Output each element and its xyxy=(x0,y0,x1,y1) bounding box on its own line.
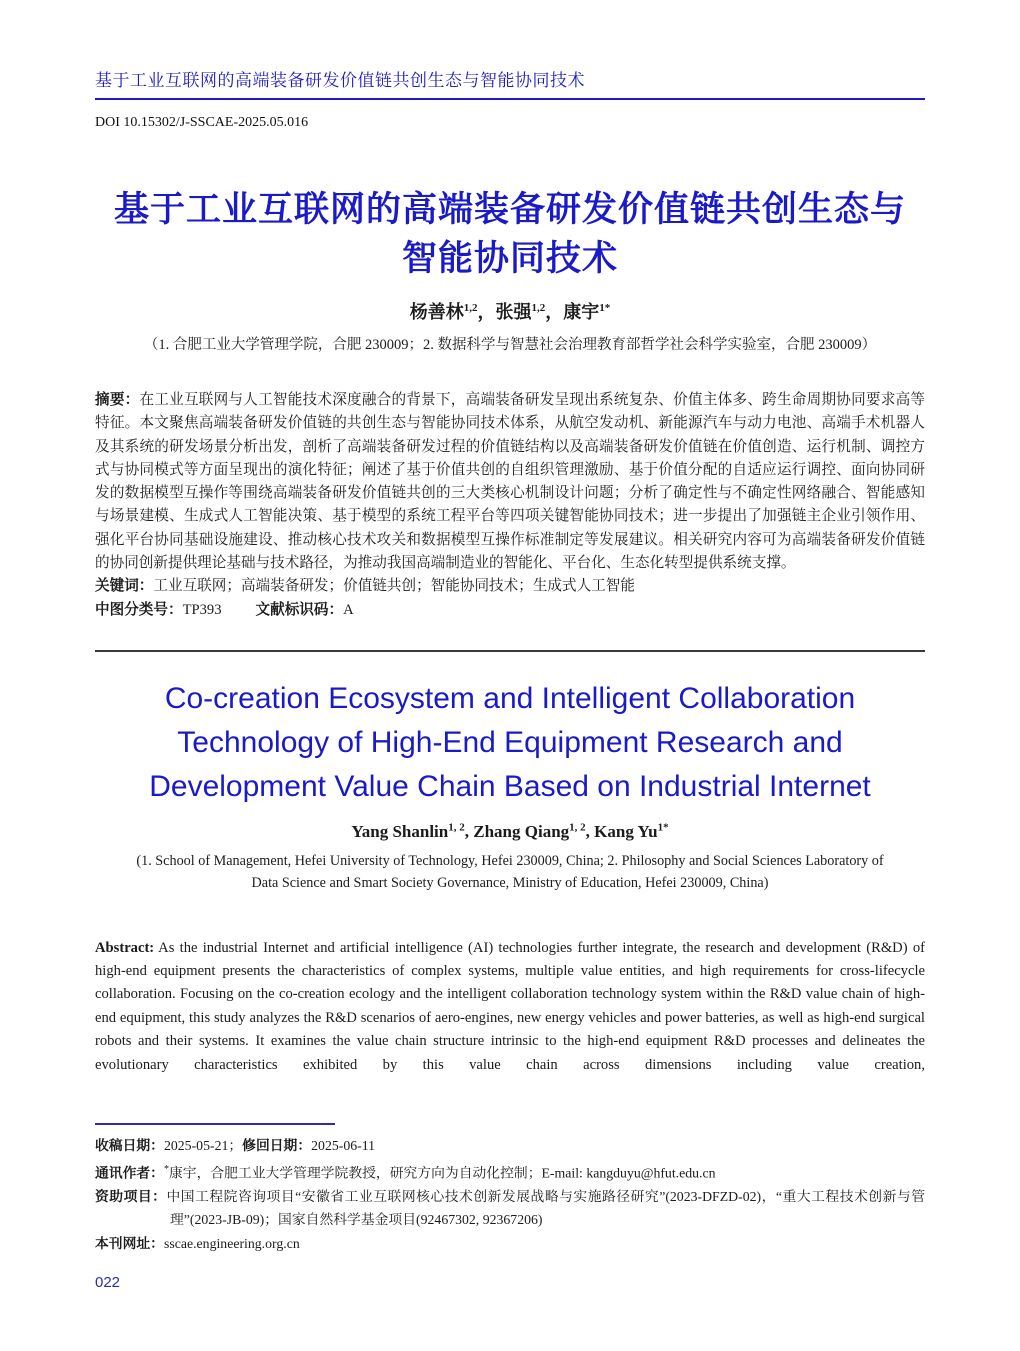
author-separator: , xyxy=(585,821,595,841)
footnote-website xyxy=(95,1232,925,1256)
author-separator: , xyxy=(464,821,474,841)
abstract-section-cn xyxy=(95,389,925,622)
corresponding-text: 康宇，合肥工业大学管理学院教授，研究方向为自动化控制；E-mail: kangduyu@hfut.edu.cn xyxy=(168,1165,716,1181)
author-affiliation-sup: 1,2 xyxy=(531,302,546,314)
author-affiliation-sup: 1, 2 xyxy=(569,820,586,833)
abstract-label-cn: 摘要： xyxy=(95,392,140,408)
en-title-line1: Co-creation Ecosystem and Intelligent Collaboration xyxy=(164,681,856,715)
abstract-cn xyxy=(95,389,925,575)
article-title-en xyxy=(95,677,925,809)
article-title-cn xyxy=(95,185,925,283)
cn-title-line1: 基于工业互联网的高端装备研发价值链共创生态与 xyxy=(113,190,906,229)
footnote-dates xyxy=(95,1134,925,1158)
author-affiliation-sup: 1, 2 xyxy=(448,820,465,833)
affiliation-en-line1: (1. School of Management, Hefei University of Technology, Hefei 230009, China; 2. Philosophy and Social Sciences Laboratory of xyxy=(136,852,884,869)
author-separator: ， xyxy=(477,302,496,322)
section-divider xyxy=(95,650,925,652)
doc-code-label: 文献标识码： xyxy=(255,601,344,618)
en-title-line3: Development Value Chain Based on Industrial Internet xyxy=(149,769,871,803)
author-separator: ， xyxy=(545,302,564,322)
abstract-en xyxy=(95,937,925,1077)
doc-code-value: A xyxy=(343,601,354,618)
footnote-corresponding xyxy=(95,1158,925,1185)
footnote-divider xyxy=(95,1123,335,1125)
affiliation-en-line2: Data Science and Smart Society Governance, Ministry of Education, Hefei 230009, China) xyxy=(251,874,769,891)
abstract-label-en: Abstract: xyxy=(95,939,155,956)
authors-en xyxy=(95,821,925,842)
affiliation-en xyxy=(95,850,925,894)
clc-label: 中图分类号： xyxy=(95,601,183,618)
footnote-funding xyxy=(95,1185,925,1232)
author-affiliation-sup: 1* xyxy=(599,302,611,314)
clc-value: TP393 xyxy=(182,601,222,618)
received-label: 收稿日期： xyxy=(95,1138,164,1154)
footnotes xyxy=(95,1123,925,1255)
cn-title-line2: 智能协同技术 xyxy=(401,239,618,278)
keywords-cn xyxy=(95,575,925,598)
received-date: 2025-05-21； xyxy=(163,1138,243,1154)
running-header xyxy=(95,66,925,100)
revised-date: 2025-06-11 xyxy=(311,1138,376,1154)
author-en: Zhang Qiang$^{1, 2}$ xyxy=(473,820,586,841)
funding-text: 中国工程院咨询项目“安徽省工业互联网核心技术创新发展战略与实施路径研究”(2023-DFZD-02)，“重大工程技术创新与管理”(2023-JB-09)；国家自然科学基金项目(92467302, 92367206) xyxy=(166,1188,925,1228)
en-title-line2: Technology of High-End Equipment Research and xyxy=(177,725,843,759)
doi: DOI 10.15302/J-SSCAE-2025.05.016 xyxy=(95,115,309,130)
affiliation-cn: （1. 合肥工业大学管理学院，合肥 230009；2. 数据科学与智慧社会治理教育部哲学社会科学实验室，合肥 230009） xyxy=(143,337,877,353)
author-affiliation-sup: 1* xyxy=(657,820,669,833)
authors-cn xyxy=(95,298,925,324)
abstract-text-en: As the industrial Internet and artificial intelligence (AI) technologies further integrate, the research and development (R&D) of high-end equipment presents the characteristics of complex systems, multiple value entities, and high requirements for cross-lifecycle collaboration. Focusing on the co-creation ecology and the intelligent collaboration technology system within the R&D value chain of high-end equipment, this study analyzes the R&D scenarios of aero-engines, new energy vehicles and power batteries, as well as high-end surgical robots and their systems. It examines the value chain structure intrinsic to the high-end equipment R&D processes and delineates the evolutionary characteristics exhibited by this value chain across dimensions including value creation, xyxy=(95,939,925,1073)
website-label: 本刊网址： xyxy=(95,1235,164,1251)
funding-label: 资助项目： xyxy=(95,1188,167,1204)
running-title: 基于工业互联网的高端装备研发价值链共创生态与智能协同技术 xyxy=(95,71,585,90)
author-cn: 杨善林$^{1,2}$ xyxy=(409,302,478,322)
author-en: Kang $Yu^{1*}$ xyxy=(594,820,669,841)
website-url: sscae.engineering.org.cn xyxy=(163,1235,300,1251)
abstract-text-cn: 在工业互联网与人工智能技术深度融合的背景下，高端装备研发呈现出系统复杂、价值主体多、跨生命周期协同要求高等特征。本文聚焦高端装备研发价值链的共创生态与智能协同技术体系，从航空发动机、新能源汽车与动力电池、高端手术机器人及其系统的研发场景分析出发，剖析了高端装备研发过程的价值链结构以及高端装备研发价值链在价值创造、运行机制、调控方式与协同模式等方面呈现出的演化特征；阐述了基于价值共创的自组织管理激励、基于价值分配的自适应运行调控、面向协同研发的数据模型互操作等围绕高端装备研发价值链共创的三大类核心机制设计问题；分析了确定性与不确定性网络融合、智能感知与场景建模、生成式人工智能决策、基于模型的系统工程平台等四项关键智能协同技术；进一步提出了加强链主企业引领作用、强化平台协同基础设施建设、推动核心技术攻关和数据模型互操作标准制定等发展建议。相关研究内容可为高端装备研发价值链的协同创新提供理论基础与技术路径，为推动我国高端制造业的智能化、平台化、生态化转型提供系统支撑。 xyxy=(95,392,925,572)
revised-label: 修回日期： xyxy=(242,1138,312,1154)
corresponding-star: * xyxy=(163,1163,169,1175)
author-cn: 康宇$^{1*}$ xyxy=(563,302,611,322)
author-affiliation-sup: 1,2 xyxy=(463,302,478,314)
classification-line xyxy=(95,599,925,622)
keywords-text-cn: 工业互联网；高端装备研发；价值链共创；智能协同技术；生成式人工智能 xyxy=(153,578,635,595)
page-number: 022 xyxy=(95,1274,121,1291)
author-cn: 张强$^{1,2}$ xyxy=(495,302,546,322)
author-en: Yang Shanlin$^{1, 2}$ xyxy=(351,820,465,841)
corresponding-label: 通讯作者： xyxy=(95,1165,164,1181)
keywords-label-cn: 关键词： xyxy=(95,578,154,595)
